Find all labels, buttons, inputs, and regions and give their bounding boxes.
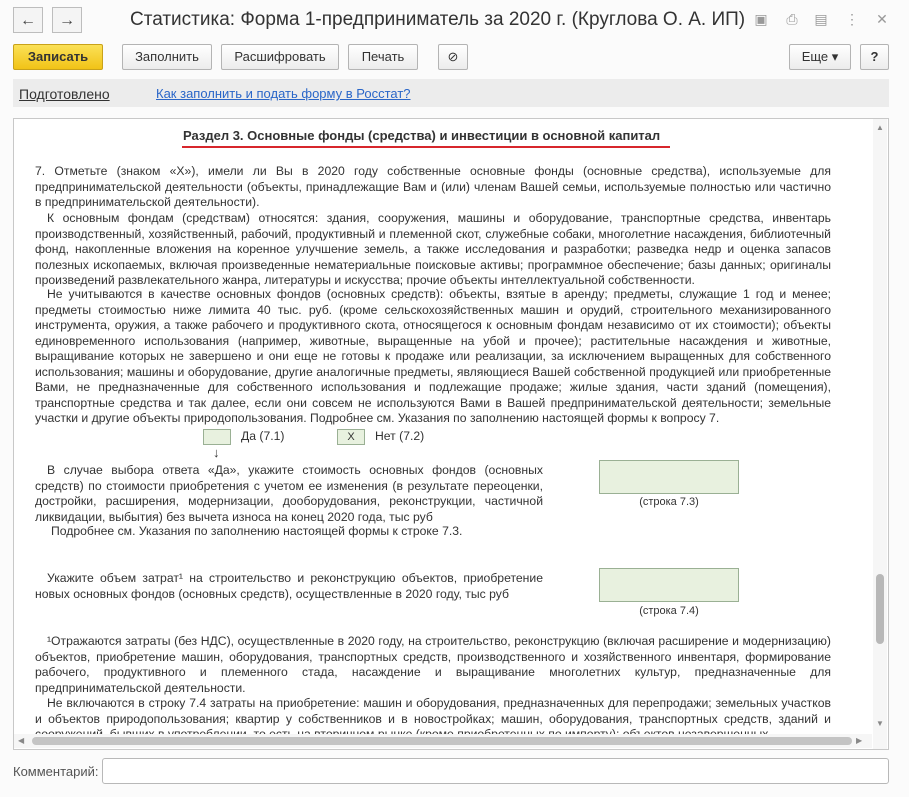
more-button[interactable]: Еще ▾ bbox=[789, 44, 851, 70]
forward-button[interactable] bbox=[52, 7, 82, 33]
paperclip-icon: ⊘ bbox=[447, 49, 459, 64]
arrow-left-icon: ← bbox=[20, 12, 36, 29]
help-link[interactable]: Как заполнить и подать форму в Росстат? bbox=[156, 86, 411, 101]
checkbox-yes-7-1[interactable] bbox=[203, 429, 231, 445]
print-button[interactable]: Печать bbox=[348, 44, 418, 70]
arrow-right-icon: → bbox=[59, 12, 75, 29]
fixed-assets-exclusions: Не учитываются в качестве основных фондов (основных средств): объекты, взятые в аренду; предметы, служащие 1 год и менее; предметы стоимостью ниже лимита 40 тыс. руб. (кроме сельскохозяйственных машин и орудий, строительного механизированного инструмента, оружия, а также рабочего и продуктивного скота, относящегося к основным фондам независимо от их стоимости); объекты единовременного использования (например, животные, выращенные на убой и прочее); растительные насаждения и животные, выращивание которых не завершено и они еще не готовы к продаже или реализации, за исключением выращенных для собственного использования; машины и оборудование, другие аналогичные предметы, являющиеся Вашей собственной продукцией или приобретенные Вами, не предназначенные для собственного использования и подлежащие продаже; жилые здания, части зданий (помещения), транспортные средства и так далее, если они совсем не используются Вами в Вашей предпринимательской деятельности; земельные участки и другие объекты природопользования. Подробнее см. Указания по заполнению настоящей формы к вопросу 7. bbox=[35, 287, 831, 425]
form-document[interactable] bbox=[13, 118, 889, 750]
vertical-scrollbar[interactable] bbox=[873, 119, 887, 749]
preview-icon[interactable]: ▤ bbox=[814, 11, 828, 27]
scroll-right-icon[interactable]: ▶ bbox=[856, 736, 863, 745]
checkbox-no-7-2[interactable]: X bbox=[337, 429, 365, 445]
scroll-down-icon[interactable]: ▼ bbox=[876, 719, 884, 728]
scroll-left-icon[interactable]: ◀ bbox=[18, 736, 25, 745]
fill-button[interactable]: Заполнить bbox=[122, 44, 212, 70]
more-vertical-icon[interactable]: ⋮ bbox=[845, 11, 859, 27]
input-line-7-3[interactable] bbox=[599, 460, 739, 494]
info-bar bbox=[13, 79, 889, 107]
caption-line-7-4: (строка 7.4) bbox=[639, 605, 699, 617]
comment-label: Комментарий: bbox=[13, 764, 99, 779]
attach-button[interactable] bbox=[438, 44, 468, 70]
title-bar bbox=[0, 0, 909, 40]
footnote-1: ¹Отражаются затраты (без НДС), осуществленные в 2020 году, на строительство, реконструкцию (включая расширение и модернизацию) объектов, приобретение машин, оборудования, транспортных средств, производственного и хозяйственного инвентаря, формирование рабочего, продуктивного и племенного стада, насаждение и выращивание многолетних культур, предназначенные для предпринимательской деятельности. bbox=[35, 634, 831, 695]
footnote-2: Не включаются в строку 7.4 затраты на приобретение: машин и оборудования, предназначенных для перепродажи; земельных участков и объектов природопользования; квартир у собственников и в новостройках; машин, оборудования, транспортных средств, зданий и bbox=[35, 696, 831, 726]
window-title: Статистика: Форма 1-предприниматель за 2020 г. (Круглова О. А. ИП) bbox=[130, 9, 746, 30]
label-yes-7-1: Да (7.1) bbox=[241, 429, 285, 443]
close-icon[interactable]: ✕ bbox=[876, 11, 888, 27]
save-icon[interactable]: ▣ bbox=[754, 11, 768, 27]
comment-input[interactable] bbox=[102, 758, 889, 784]
question-7-3-text: В случае выбора ответа «Да», укажите стоимость основных фондов (основных средств) по стоимости приобретения с учетом ее изменения (в результате переоценки, достройки, расширения, модернизации, дооборудования, реконструкции, частичной ликвидации, выбытия) без вычета износа на конец 2020 года, тыс руб bbox=[35, 463, 543, 524]
label-no-7-2: Нет (7.2) bbox=[375, 429, 425, 443]
scroll-up-icon[interactable]: ▲ bbox=[876, 123, 884, 132]
status-link[interactable]: Подготовлено bbox=[19, 86, 110, 102]
help-button[interactable]: ? bbox=[860, 44, 889, 70]
decode-button[interactable]: Расшифровать bbox=[221, 44, 339, 70]
section-heading: Раздел 3. Основные фонды (средства) и инвестиции в основной капитал bbox=[183, 128, 661, 143]
horizontal-scrollbar[interactable] bbox=[14, 734, 872, 748]
heading-underline bbox=[182, 146, 670, 148]
vertical-scroll-thumb[interactable] bbox=[876, 574, 884, 644]
back-button[interactable] bbox=[13, 7, 43, 33]
caption-line-7-3: (строка 7.3) bbox=[639, 496, 699, 508]
fixed-assets-definition: К основным фондам (средствам) относятся: здания, сооружения, машины и оборудование, транспортные средства, инвентарь производственный, хозяйственный, рабочий, продуктивный и племенной скот, служебные собаки, многолетние насаждения, библиотечный фонд, накопленные вложения на коренное улучшение земель, а также исследования и разработки; разведка недр и оценка запасов полезных ископаемых, включая произведенные нематериальные поисковые активы; программное обеспечение; базы данных; оригиналы произведений развлекательного жанра, литературы и искусства; прочие объекты интеллектуальной собственности. bbox=[35, 211, 831, 287]
down-arrow-icon: ↓ bbox=[213, 445, 220, 460]
record-button[interactable]: Записать bbox=[13, 44, 103, 70]
question-7-text: 7. Отметьте (знаком «Х»), имели ли Вы в 2020 году собственные основные фонды (основные средства), используемые для предпринимательской деятельности (объекты, принадлежащие Вам и (или) членам Вашей семьи, используемые полностью или частично в предпринимательской деятельности). bbox=[35, 164, 831, 209]
input-line-7-4[interactable] bbox=[599, 568, 739, 602]
question-7-3-note: Подробнее см. Указания по заполнению настоящей формы к строке 7.3. bbox=[51, 524, 463, 538]
form-toolbar bbox=[0, 40, 909, 74]
question-7-4-text: Укажите объем затрат¹ на строительство и реконструкцию объектов, приобретение новых основных фондов (основных средств), осуществленные в 2020 году, тыс руб bbox=[35, 571, 543, 601]
print-icon[interactable]: ⎙ bbox=[786, 11, 798, 27]
horizontal-scroll-thumb[interactable] bbox=[32, 737, 852, 745]
